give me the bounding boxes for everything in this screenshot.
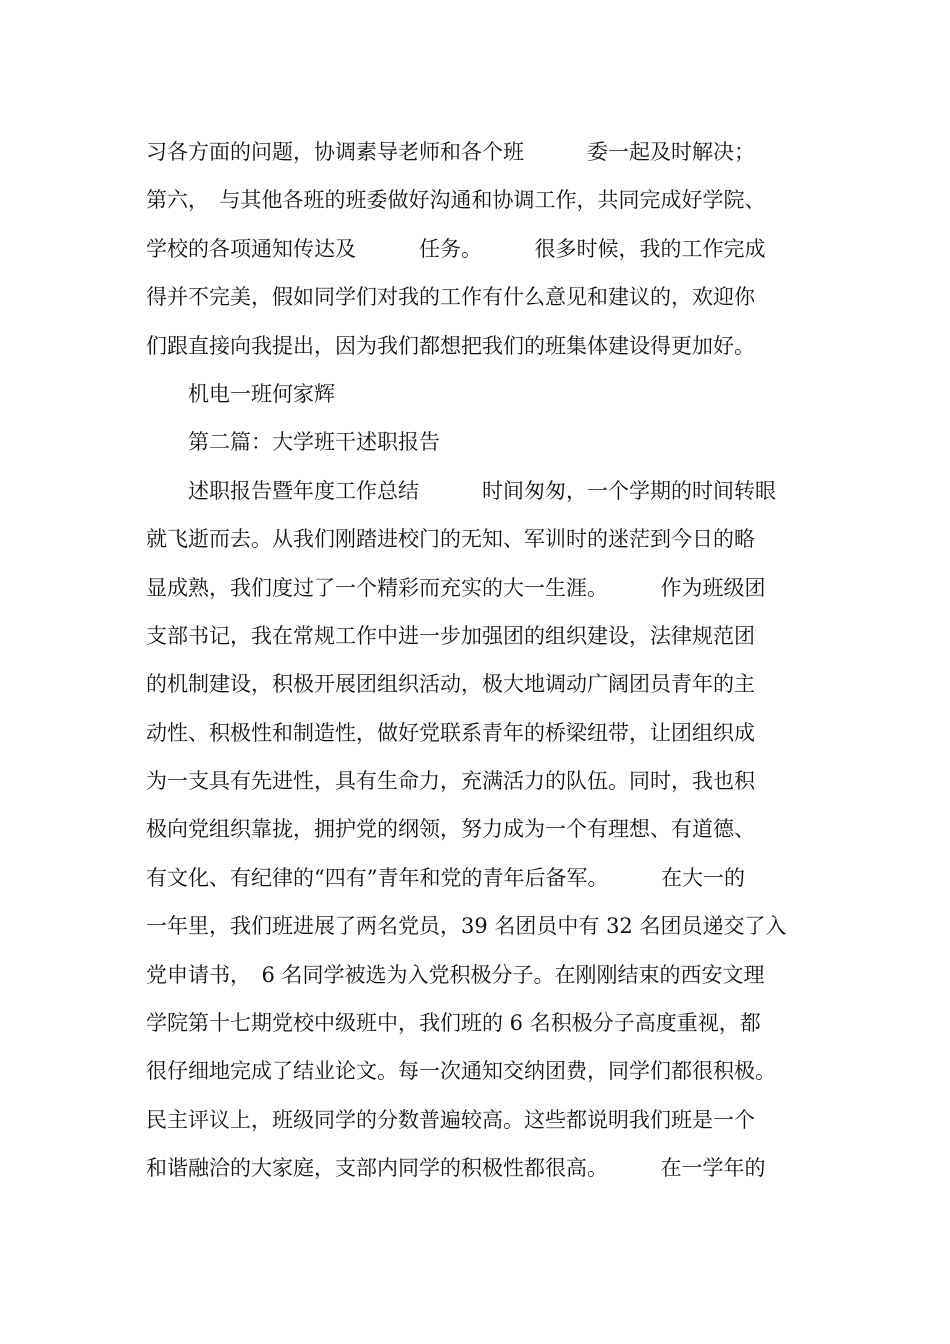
text-line: 为一支具有先进性，具有生命力，充满活力的队伍。同时，我也积: [146, 769, 755, 794]
text-line: 党申请书， 6 名同学被选为入党积极分子。在刚刚结束的西安文理: [146, 962, 765, 987]
section-heading: 第二篇：大学班干述职报告: [146, 430, 440, 455]
text-line: 就飞逝而去。从我们刚踏进校门的无知、军训时的迷茫到今日的略: [146, 527, 755, 552]
text-line: 民主评议上，班级同学的分数普遍较高。这些都说明我们班是一个: [146, 1107, 755, 1132]
text-line: 学校的各项通知传达及 任务。 很多时候，我的工作完成: [146, 236, 766, 261]
document-body: [146, 128, 826, 1193]
text-line: 的机制建设，积极开展团组织活动，极大地调动广阔团员青年的主: [146, 672, 755, 697]
text-line: 们跟直接向我提出，因为我们都想把我们的班集体建设得更加好。: [146, 333, 755, 358]
text-line: 显成熟，我们度过了一个精彩而充实的大一生涯。 作为班级团: [146, 575, 766, 600]
text-line: 和谐融洽的大家庭，支部内同学的积极性都很高。 在一学年的: [146, 1156, 766, 1181]
signature-line: 机电一班何家辉: [146, 381, 335, 406]
text-line: 有文化、有纪律的“四有”青年和党的青年后备军。 在大一的: [146, 865, 745, 890]
text-line: 支部书记，我在常规工作中进一步加强团的组织建设，法律规范团: [146, 623, 755, 648]
text-line: 述职报告暨年度工作总结 时间匆匆，一个学期的时间转眼: [146, 478, 776, 503]
text-line: 动性、积极性和制造性，做好党联系青年的桥梁纽带，让团组织成: [146, 720, 755, 745]
text-line: 极向党组织靠拢，拥护党的纲领，努力成为一个有理想、有道德、: [146, 817, 755, 842]
text-line: 很仔细地完成了结业论文。每一次通知交纳团费，同学们都很积极。: [146, 1059, 776, 1084]
text-line: 习各方面的问题，协调素导老师和各个班 委一起及时解决；: [146, 140, 755, 164]
text-line: 得并不完美，假如同学们对我的工作有什么意见和建议的，欢迎你: [146, 285, 755, 310]
text-line: 第六， 与其他各班的班委做好沟通和协调工作，共同完成好学院、: [146, 188, 766, 213]
text-line: 学院第十七期党校中级班中，我们班的 6 名积极分子高度重视，都: [146, 1011, 761, 1036]
text-line: 一年里，我们班进展了两名党员，39 名团员中有 32 名团员递交了入: [146, 914, 787, 939]
